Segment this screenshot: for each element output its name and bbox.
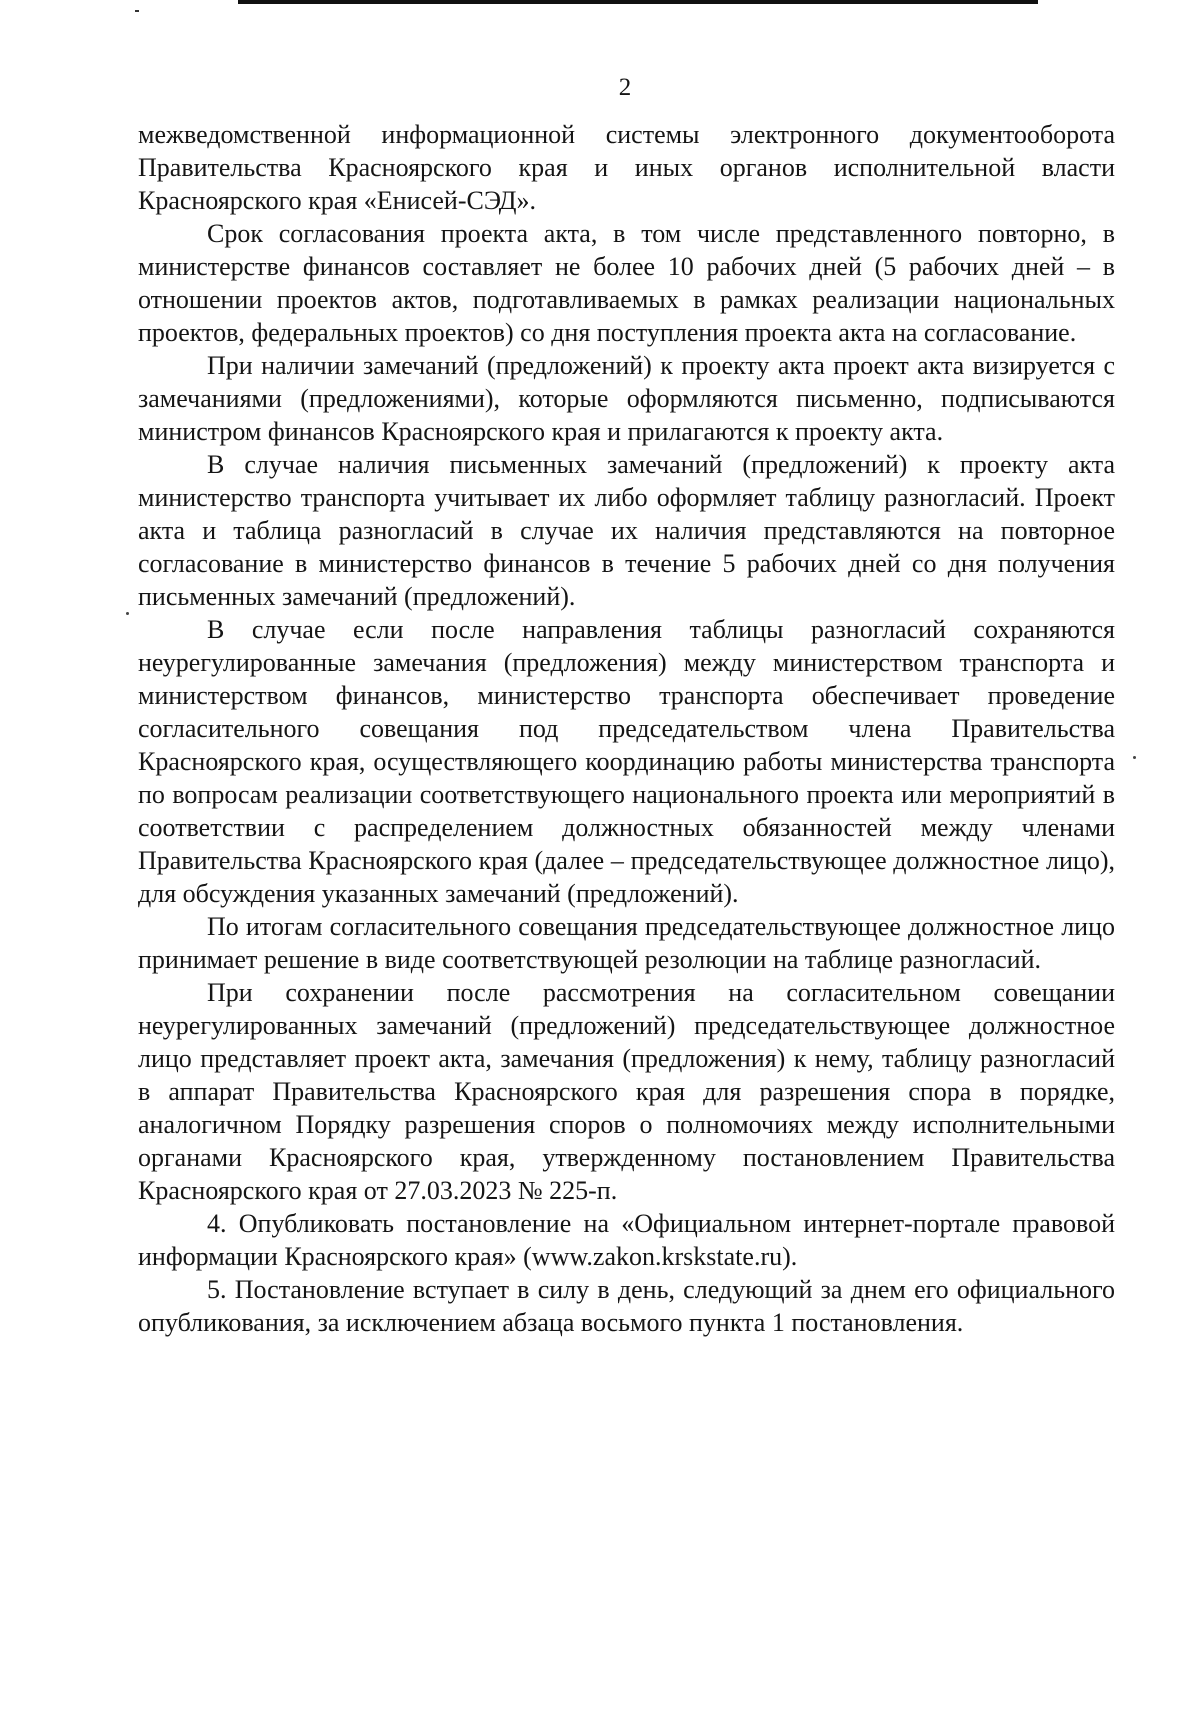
paragraph-remarks-visa: При наличии замечаний (предложений) к проекту акта проект акта визируется с замечаниями (предложениями), которые оформляются письменно, подписываются министром финансов Красноярского края и прилагаются к проекту акта. [138, 351, 1115, 446]
paragraph-conciliation-meeting: В случае если после направления таблицы разногласий сохраняются неурегулированные замечания (предложения) между министерством транспорта и министерством финансов, министерство транспорта обеспечивает проведение согласительного совещания под председательством члена Правительства Красноярского края, осуществляющего координацию работы министерства транспорта по вопросам реализации соответствующего национального проекта или мероприятий в соответствии с распределением должностных обязанностей между членами Правительства Красноярского края (далее – председательствующее должностное лицо), для обсуждения указанных замечаний (предложений). [138, 615, 1115, 908]
paragraph-approval-term: Срок согласования проекта акта, в том числе представленного повторно, в министерстве финансов составляет не более 10 рабочих дней (5 рабочих дней – в отношении проектов актов, подготавливаемых в рамках реализации национальных проектов, федеральных проектов) со дня поступления проекта акта на согласование. [138, 219, 1115, 347]
paragraph-system-name: межведомственной информационной системы электронного документооборота Правительства Красноярского края и иных органов исполнительной власти Красноярского края «Енисей-СЭД». [138, 120, 1115, 215]
scan-speck [1133, 756, 1136, 759]
document-body [138, 118, 1115, 1339]
page-number: 2 [618, 74, 632, 101]
paragraph-dispute-resolution: При сохранении после рассмотрения на согласительном совещании неурегулированных замечаний (предложений) председательствующее должностное лицо представляет проект акта, замечания (предложения) к нему, таблицу разногласий в аппарат Правительства Красноярского края для разрешения спора в порядке, аналогичном Порядку разрешения споров о полномочиях между исполнительными органами Красноярского края, утвержденному постановлением Правительства Красноярского края от 27.03.2023 № 225-п. [138, 978, 1115, 1205]
paragraph-meeting-results: По итогам согласительного совещания председательствующее должностное лицо принимает решение в виде соответствующей резолюции на таблице разногласий. [138, 912, 1115, 974]
paragraph-written-remarks: В случае наличия письменных замечаний (предложений) к проекту акта министерство транспорта учитывает их либо оформляет таблицу разногласий. Проект акта и таблица разногласий в случае их наличия представляются на повторное согласование в министерство финансов в течение 5 рабочих дней со дня получения письменных замечаний (предложений). [138, 450, 1115, 611]
paragraph-item-4-publication: 4. Опубликовать постановление на «Официальном интернет-портале правовой информации Красноярского края» (www.zakon.krskstate.ru). [138, 1209, 1115, 1271]
scan-top-border [238, 0, 1038, 4]
scan-mark [135, 10, 139, 12]
paragraph-item-5-effective-date: 5. Постановление вступает в силу в день, следующий за днем его официального опубликования, за исключением абзаца восьмого пункта 1 постановления. [138, 1275, 1115, 1337]
scan-speck [126, 612, 129, 615]
